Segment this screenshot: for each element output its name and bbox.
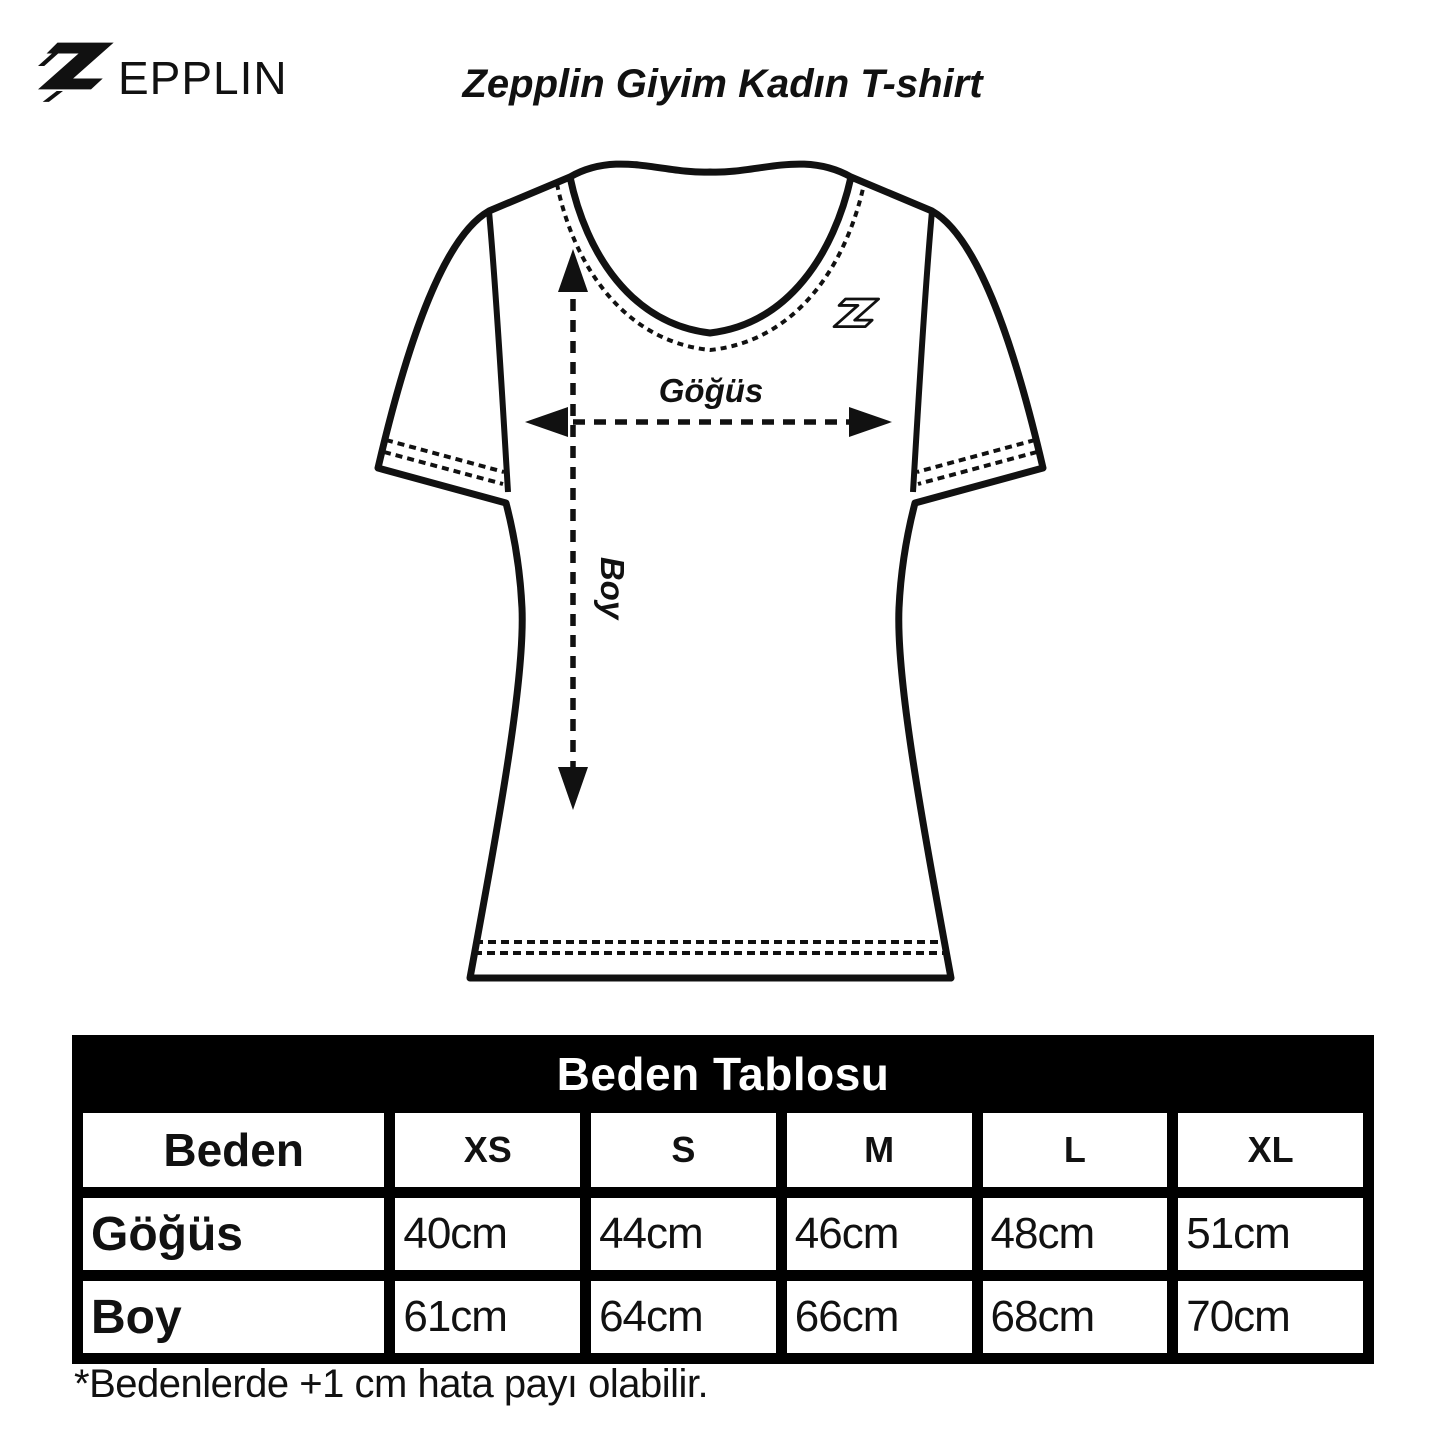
cell-gogus-l: 48cm — [983, 1198, 1168, 1270]
brand-text: EPPLIN — [118, 52, 288, 104]
row-label-boy: Boy — [83, 1281, 384, 1353]
cell-gogus-s: 44cm — [591, 1198, 776, 1270]
column-header-m: M — [787, 1113, 972, 1187]
chest-label: Göğüs — [658, 372, 764, 409]
row-label-gogus: Göğüs — [83, 1198, 384, 1270]
cell-gogus-m: 46cm — [787, 1198, 972, 1270]
cell-gogus-xl: 51cm — [1178, 1198, 1363, 1270]
column-header-xs: XS — [395, 1113, 580, 1187]
cell-boy-m: 66cm — [787, 1281, 972, 1353]
tshirt-diagram — [330, 128, 1090, 1010]
cell-boy-xl: 70cm — [1178, 1281, 1363, 1353]
cell-boy-l: 68cm — [983, 1281, 1168, 1353]
table-row-chest — [83, 1198, 1363, 1270]
cell-boy-xs: 61cm — [395, 1281, 580, 1353]
size-table — [72, 1035, 1374, 1364]
page-title — [0, 62, 1445, 107]
size-table-title-row — [83, 1046, 1363, 1102]
size-tolerance-footnote: *Bedenlerde +1 cm hata payı olabilir. — [74, 1362, 709, 1406]
column-header-l: L — [983, 1113, 1168, 1187]
cell-gogus-xs: 40cm — [395, 1198, 580, 1270]
title-regular: Zepplin Giyim — [462, 62, 739, 106]
length-label: Boy — [594, 556, 631, 620]
size-table-header-row — [83, 1113, 1363, 1187]
size-table-title: Beden Tablosu — [83, 1046, 1363, 1102]
column-header-xl: XL — [1178, 1113, 1363, 1187]
table-row-length — [83, 1281, 1363, 1353]
column-header-s: S — [591, 1113, 776, 1187]
tshirt-outline — [378, 164, 1043, 978]
column-header-beden: Beden — [83, 1113, 384, 1187]
cell-boy-s: 64cm — [591, 1281, 776, 1353]
title-bold: Kadın T-shirt — [738, 62, 983, 106]
